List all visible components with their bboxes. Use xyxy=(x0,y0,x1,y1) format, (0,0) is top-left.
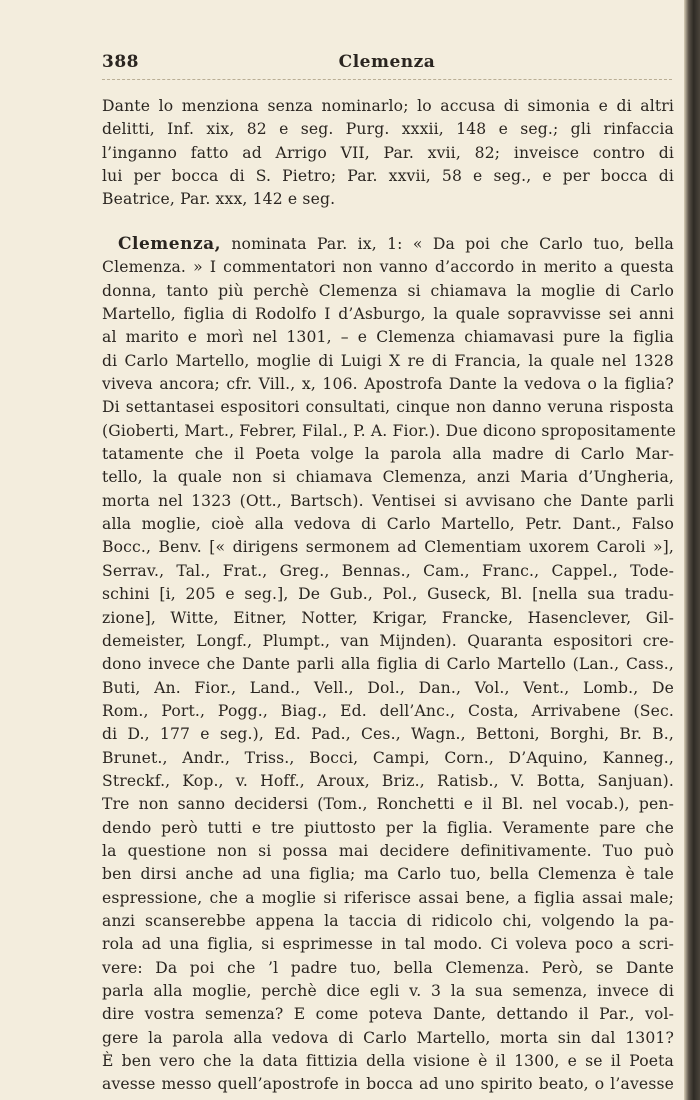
text-line: Serrav., Tal., Frat., Greg., Bennas., Cam., Franc., Cappel., Tode- xyxy=(102,561,674,580)
running-title: Clemenza xyxy=(338,52,436,72)
text-line: Dante lo menziona senza nominarlo; lo accusa di simonia e di altri xyxy=(102,97,674,115)
paragraph-continuation xyxy=(102,95,674,212)
text-line: di D., 177 e seg.), Ed. Pad., Ces., Wagn., Bettoni, Borghi, Br. B., xyxy=(102,725,674,744)
text-line: anzi scanserebbe appena la taccia di ridicolo chi, volgendo la pa- xyxy=(102,911,674,930)
text-line: È ben vero che la data fittizia della visione è il 1300, e se il Poeta xyxy=(102,1052,674,1071)
text-line: Buti, An. Fior., Land., Vell., Dol., Dan., Vol., Vent., Lomb., De xyxy=(102,678,674,697)
text-line: vere: Da poi che ’l padre tuo, bella Clemenza. Però, se Dante xyxy=(102,958,674,977)
text-line: alla moglie, cioè alla vedova di Carlo Martello, Petr. Dant., Falso xyxy=(102,515,674,534)
text-line: Brunet., Andr., Triss., Bocci, Campi, Corn., D’Aquino, Kanneg., xyxy=(102,748,674,767)
text-line: Rom., Port., Pogg., Biag., Ed. dell’Anc., Costa, Arrivabene (Sec. xyxy=(102,701,674,720)
text-line: delitti, Inf. xix, 82 e seg. Purg. xxxii, 148 e seg.; gli rinfaccia xyxy=(102,120,674,139)
text-line: Martello, figlia di Rodolfo I d’Asburgo, la quale sopravvisse sei anni xyxy=(102,305,674,324)
text-line: Beatrice, Par. xxx, 142 e seg. xyxy=(102,190,336,209)
text-line: Streckf., Kop., v. Hoff., Aroux, Briz., Ratisb., V. Botta, Sanjuan). xyxy=(102,771,674,790)
text-line: dire vostra semenza? E come poteva Dante, dettando il Par., vol- xyxy=(102,1005,674,1024)
text-line: Bocc., Benv. [« dirigens sermonem ad Clementiam uxorem Caroli »], xyxy=(102,538,674,557)
text-line: la questione non si possa mai decidere definitivamente. Tuo può xyxy=(102,841,674,860)
running-header xyxy=(102,52,672,78)
text-line: demeister, Longf., Plumpt., van Mijnden). Quaranta espositori cre- xyxy=(102,631,674,650)
text-line: gere la parola alla vedova di Carlo Martello, morta sin dal 1301? xyxy=(102,1028,674,1047)
text-line: dendo però tutti e tre piuttosto per la figlia. Veramente pare che xyxy=(102,818,674,837)
text-line: rola ad una figlia, si esprimesse in tal modo. Ci voleva poco a scri- xyxy=(102,935,674,954)
entry-clemenza xyxy=(102,233,674,1097)
text-line: tello, la quale non si chiamava Clemenza, anzi Maria d’Ungheria, xyxy=(102,468,674,487)
text-line: morta nel 1323 (Ott., Bartsch). Ventisei si avvisano che Dante parli xyxy=(102,491,674,510)
text-line: al marito e morì nel 1301, – e Clemenza chiamavasi pure la figlia xyxy=(102,328,674,347)
page-number: 388 xyxy=(102,52,139,72)
entry-headword: Clemenza, xyxy=(118,234,222,254)
text-line: parla alla moglie, perchè dice egli v. 3 la sua semenza, invece di xyxy=(102,982,674,1000)
entry-first-line xyxy=(102,233,674,256)
text-line: di Carlo Martello, moglie di Luigi X re di Francia, la quale nel 1328 xyxy=(102,351,674,370)
text-line: (Gioberti, Mart., Febrer, Filal., P. A. Fior.). Due dicono spropositamente xyxy=(102,421,676,440)
text-line: Tre non sanno decidersi (Tom., Ronchetti e il Bl. nel vocab.), pen- xyxy=(102,795,674,814)
text-line: espressione, che a moglie si riferisce assai bene, a figlia assai male; xyxy=(102,888,674,907)
text-line: dono invece che Dante parli alla figlia di Carlo Martello (Lan., Cass., xyxy=(102,655,674,674)
text-line: tatamente che il Poeta volge la parola alla madre di Carlo Mar- xyxy=(102,445,674,464)
text-line: ben dirsi anche ad una figlia; ma Carlo tuo, bella Clemenza è tale xyxy=(102,865,674,884)
text-line: avesse messo quell’apostrofe in bocca ad uno spirito beato, o l’avesse xyxy=(102,1075,674,1094)
text-line: schini [i, 205 e seg.], De Gub., Pol., Guseck, Bl. [nella sua tradu- xyxy=(102,585,674,604)
text-line: viveva ancora; cfr. Vill., x, 106. Apostrofa Dante la vedova o la figlia? xyxy=(102,375,674,394)
text-line: Di settantasei espositori consultati, cinque non danno veruna risposta xyxy=(102,398,674,417)
text-line: zione], Witte, Eitner, Notter, Krigar, Francke, Hasenclever, Gil- xyxy=(102,608,674,627)
header-rule xyxy=(102,79,672,80)
text-line: l’inganno fatto ad Arrigo VII, Par. xvii, 82; inveisce contro di xyxy=(102,143,674,162)
book-edge xyxy=(684,0,700,1100)
text-line: donna, tanto più perchè Clemenza si chiamava la moglie di Carlo xyxy=(102,281,674,300)
text-line: nominata Par. ix, 1: « Da poi che Carlo tuo, bella xyxy=(221,235,674,253)
text-line: Clemenza. » I commentatori non vanno d’accordo in merito a questa xyxy=(102,258,674,277)
text-line: lui per bocca di S. Pietro; Par. xxvii, 58 e seg., e per bocca di xyxy=(102,167,674,186)
